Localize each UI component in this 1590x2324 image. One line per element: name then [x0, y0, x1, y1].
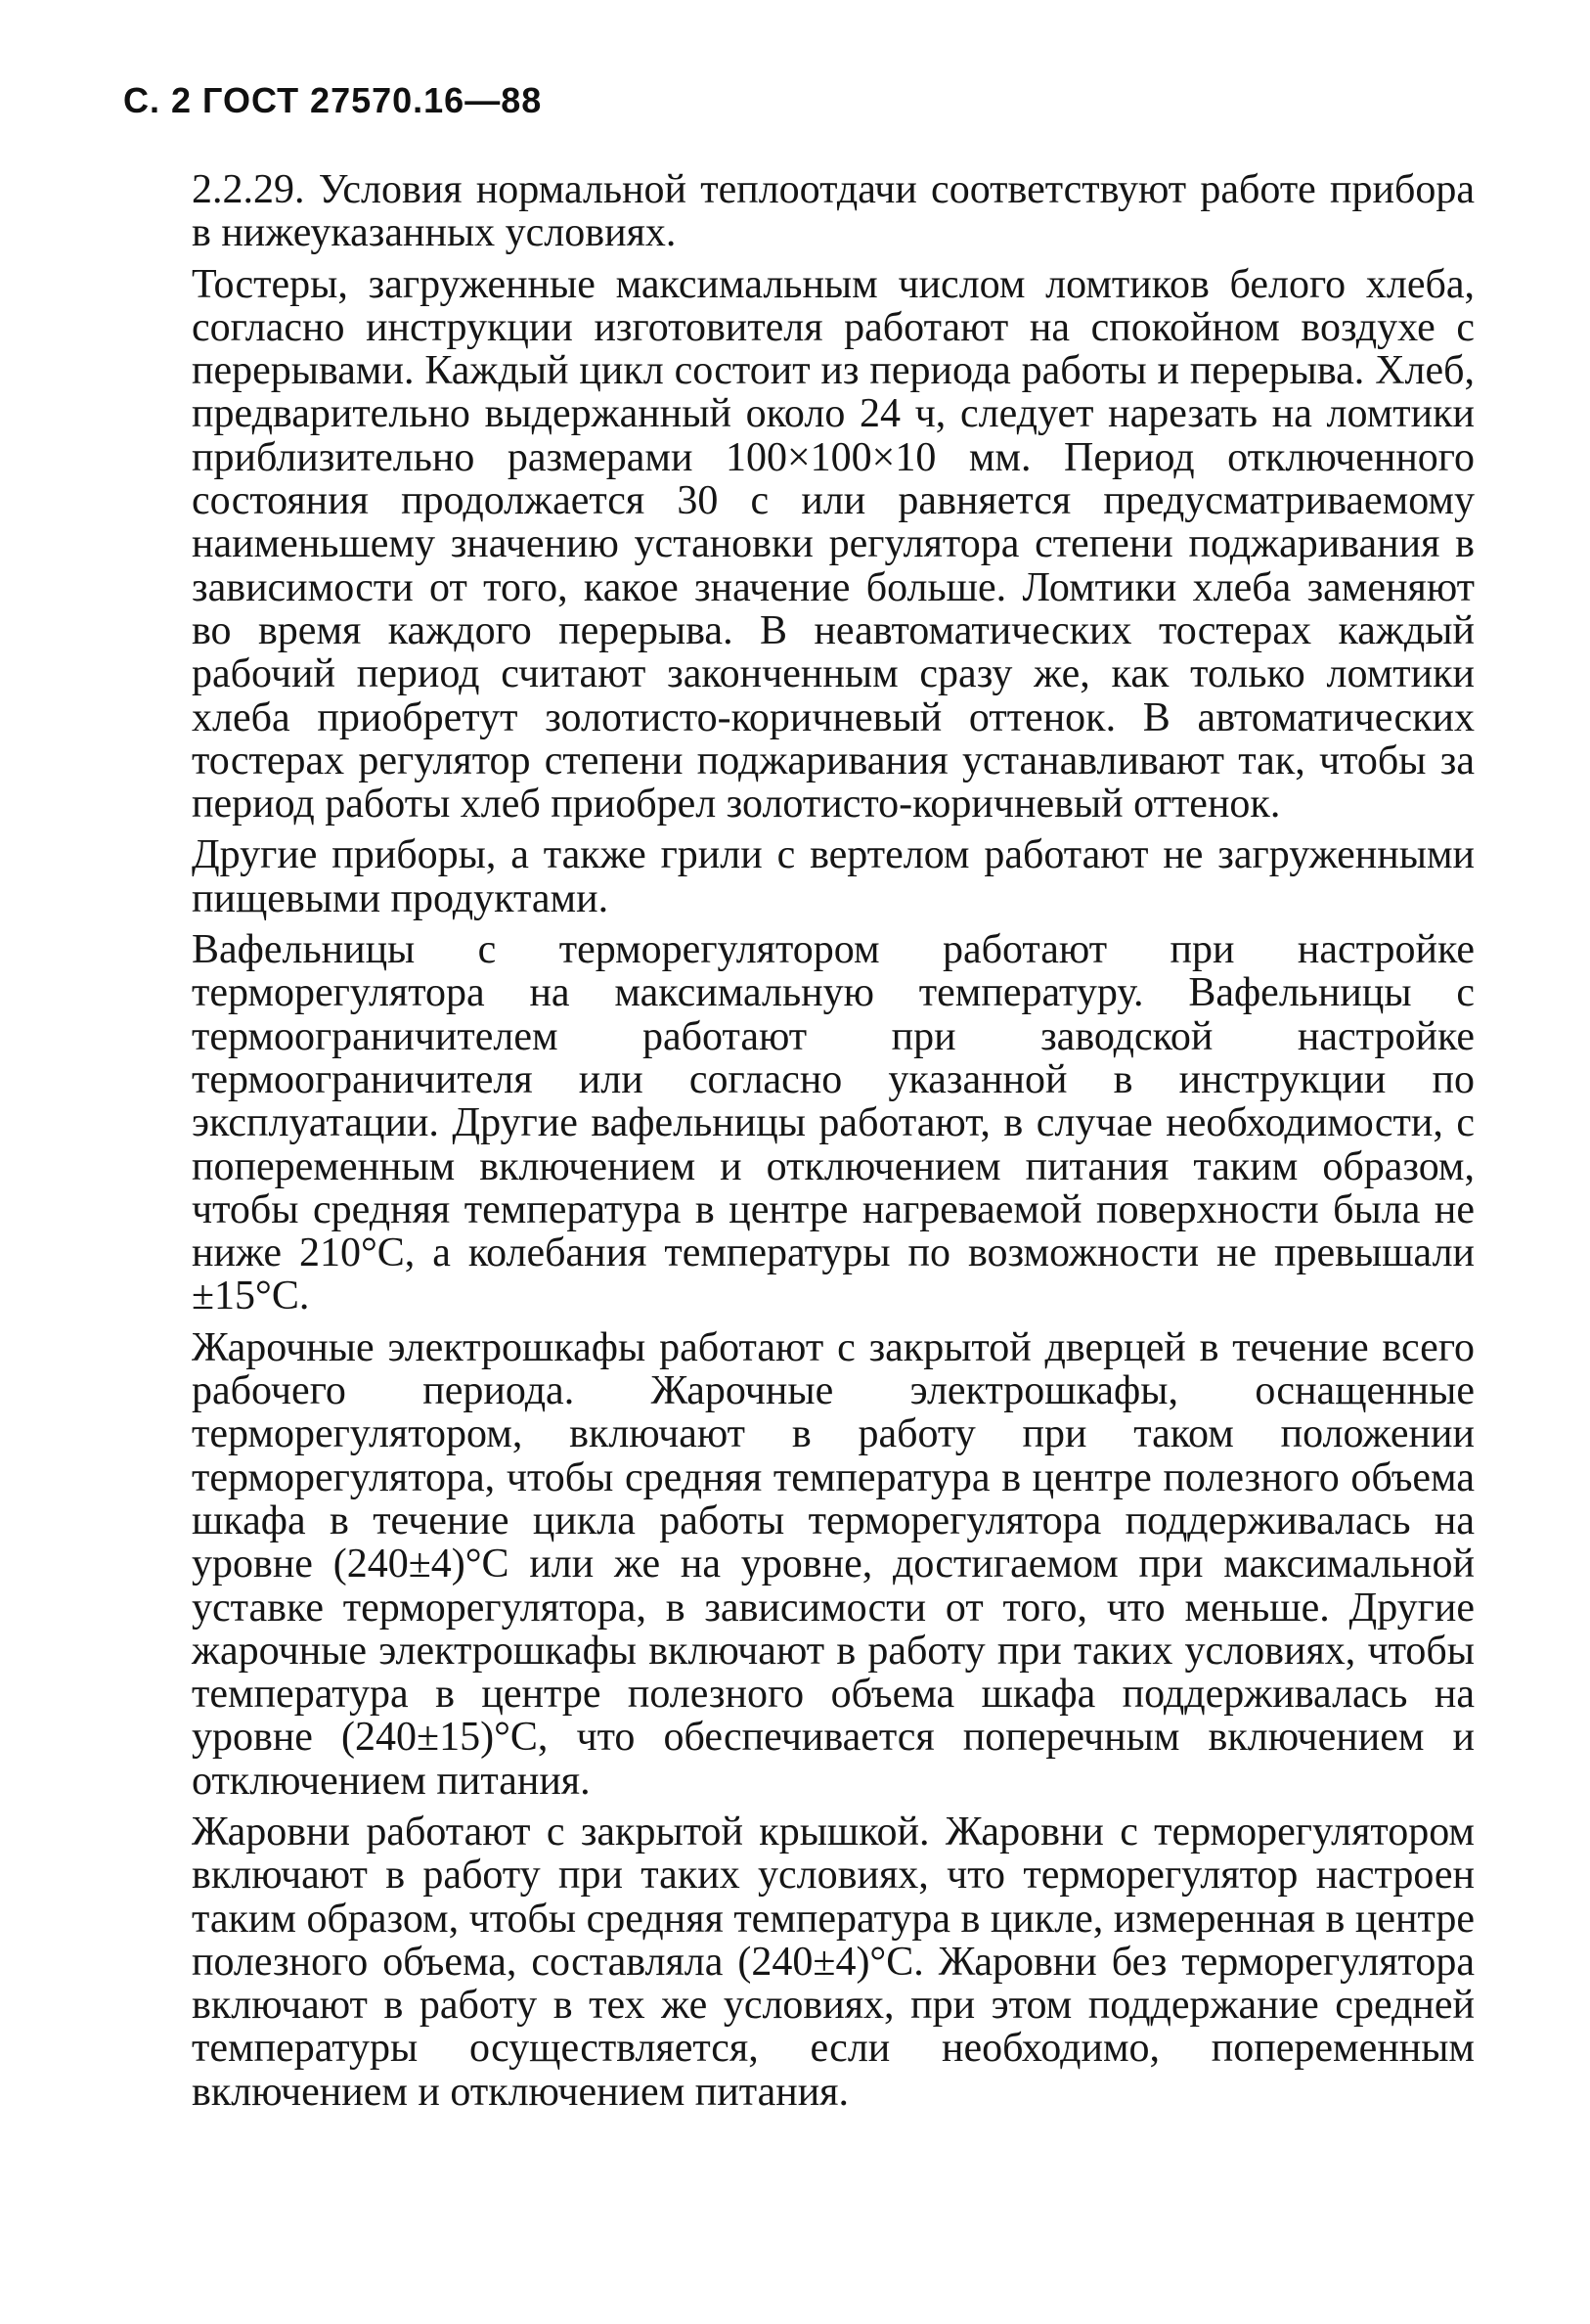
page-header: С. 2 ГОСТ 27570.16—88 [123, 80, 543, 120]
paragraph-ovens: Жарочные электрошкафы работают с закрытой дверцей в течение всего рабочего периода. Жарочные электрошкафы, оснащенные терморегулятором, включают в работу при таком положении терморегулятора, чтобы средняя температура в центре полезного объема шкафа в течение цикла работы терморегулятора поддерживалась на уровне (240±4)°С или же на уровне, достигаемом при максимальной уставке терморегулятора, в зависимости от того, что меньше. Другие жарочные электрошкафы включают в работу при таких условиях, чтобы температура в центре полезного объема шкафа поддерживалась на уровне (240±15)°С, что обеспечивается поперечным включением и отключением питания. [192, 1324, 1475, 1804]
paragraph-roasters: Жаровни работают с закрытой крышкой. Жаровни с терморегулятором включают в работу при таких условиях, что терморегулятор настроен таким образом, чтобы средняя температура в цикле, измеренная в центре полезного объема, составляла (240±4)°С. Жаровни без терморегулятора включают в работу в тех же условиях, при этом поддержание средней температуры осуществляется, если необходимо, попеременным включением и отключением питания. [192, 1809, 1475, 2115]
paragraph-waffle-irons: Вафельницы с терморегулятором работают при настройке терморегулятора на максимальную температуру. Вафельницы с термоограничителем работают при заводской настройке термоограничителя или согласно указанной в инструкции по эксплуатации. Другие вафельницы работают, в случае необходимости, с попеременным включением и отключением питания таким образом, чтобы средняя температура в центре нагреваемой поверхности была не ниже 210°С, а колебания температуры по возможности не превышали ±15°С. [192, 927, 1475, 1319]
document-body [192, 168, 1475, 2122]
paragraph-toasters: Тостеры, загруженные максимальным числом ломтиков белого хлеба, согласно инструкции изготовителя работают на спокойном воздухе с перерывами. Каждый цикл состоит из периода работы и перерыва. Хлеб, предварительно выдержанный около 24 ч, следует нарезать на ломтики приблизительно размерами 100×100×10 мм. Период отключенного состояния продолжается 30 с или равняется предусматриваемому наименьшему значению установки регулятора степени поджаривания в зависимости от того, какое значение больше. Ломтики хлеба заменяют во время каждого перерыва. В неавтоматических тостерах каждый рабочий период считают законченным сразу же, как только ломтики хлеба приобретут золотисто-коричневый оттенок. В автоматических тостерах регулятор степени поджаривания устанавливают так, чтобы за период работы хлеб приобрел золотисто-коричневый оттенок. [192, 261, 1475, 827]
paragraph-clause-2-2-29: 2.2.29. Условия нормальной теплоотдачи соответствуют работе прибора в нижеуказанных условиях. [192, 167, 1475, 256]
paragraph-other-appliances: Другие приборы, а также грили с вертелом работают не загруженными пищевыми продуктами. [192, 832, 1475, 921]
